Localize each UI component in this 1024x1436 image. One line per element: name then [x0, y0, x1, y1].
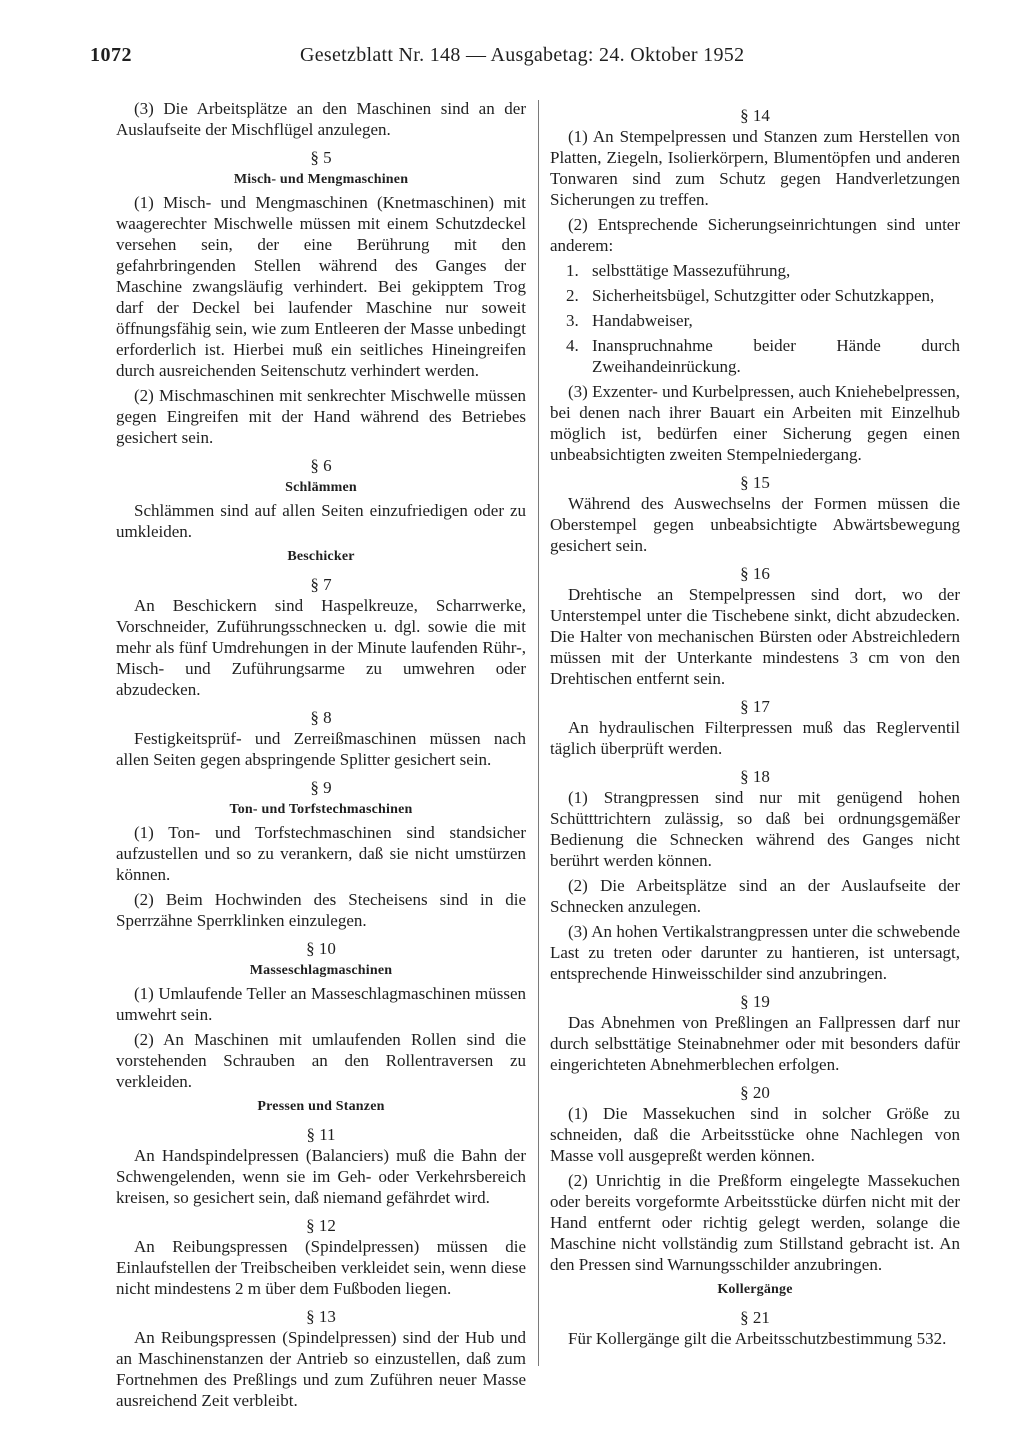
section-heading: Pressen und Stanzen: [257, 1099, 385, 1114]
paragraph: An hydraulischen Filterpressen muß das Reglerventil täglich überprüft werden.: [550, 718, 960, 758]
page-header: [0, 44, 1024, 72]
section-number: § 13: [306, 1307, 336, 1326]
section-number: § 9: [310, 778, 332, 797]
section-heading: Kollergänge: [717, 1282, 793, 1297]
paragraph: (2) Unrichtig in die Preßform eingelegte Massekuchen oder bereits vorgeformte Arbeitsstücke dürfen nicht mit der Hand entfernt oder richtig gelegt werden, solange die Maschine nicht vollständig zum Stillstand gebracht ist. An den Pressen sind Warnungsschilder anzubringen.: [550, 1171, 960, 1274]
paragraph: (2) Die Arbeitsplätze sind an der Auslaufseite der Schnecken anzulegen.: [550, 876, 960, 916]
section-number: § 11: [306, 1125, 336, 1144]
section-number: § 10: [306, 939, 336, 958]
section-number: § 17: [740, 697, 770, 716]
section-number: § 15: [740, 473, 770, 492]
paragraph: An Handspindelpressen (Balanciers) muß die Bahn der Schwengelenden, wenn sie im Geh- oder Verkehrsbereich kreisen, so gesichert sein, daß niemand gefährdet wird.: [116, 1146, 526, 1207]
list-item: [550, 260, 960, 281]
list-item: [550, 285, 960, 306]
section-heading: Ton- und Torfstechmaschinen: [229, 802, 413, 817]
paragraph: (2) Mischmaschinen mit senkrechter Mischwelle müssen gegen Eingreifen mit der Hand während des Betriebes gesichert sein.: [116, 386, 526, 447]
paragraph: (1) Die Massekuchen sind in solcher Größe zu schneiden, daß die Arbeitsstücke ohne Nachlegen von Masse voll ausgepreßt werden können.: [550, 1104, 960, 1165]
paragraph: (2) An Maschinen mit umlaufenden Rollen sind die vorstehenden Schrauben an den Rollentraversen zu verkleiden.: [116, 1030, 526, 1091]
paragraph: (1) An Stempelpressen und Stanzen zum Herstellen von Platten, Ziegeln, Isolierkörpern, Blumentöpfen und anderen Tonwaren sind zum Schutz gegen Handverletzungen Sicherungen zu treffen.: [550, 127, 960, 209]
running-title: Gesetzblatt Nr. 148 — Ausgabetag: 24. Oktober 1952: [300, 44, 745, 66]
paragraph: (3) An hohen Vertikalstrangpressen unter die schwebende Last zu treten oder darunter zu hantieren, ist untersagt, entsprechende Hinweisschilder sind anzubringen.: [550, 922, 960, 983]
paragraph: Drehtische an Stempelpressen sind dort, wo der Unterstempel unter die Tischebene sinkt, dicht abzudecken. Die Halter von mechanischen Bürsten oder Abstreichledern müssen mit der Unterkante mindestens 3 cm von den Drehtischen entfernt sein.: [550, 585, 960, 688]
right-column: [550, 98, 960, 1353]
list-item-text: Inanspruchnahme beider Hände durch Zweihandeinrückung.: [592, 336, 960, 376]
list-item-number: 4.: [566, 336, 579, 355]
section-number: § 5: [310, 148, 332, 167]
section-number: § 19: [740, 992, 770, 1011]
paragraph: (2) Beim Hochwinden des Stecheisens sind in die Sperrzähne Sperrklinken einzulegen.: [116, 890, 526, 930]
column-divider: [538, 100, 539, 1366]
section-number: § 14: [740, 106, 770, 125]
list-item: [550, 310, 960, 331]
paragraph: (2) Entsprechende Sicherungseinrichtungen sind unter anderem:: [550, 215, 960, 255]
section-number: § 6: [310, 456, 332, 475]
paragraph: An Beschickern sind Haspelkreuze, Scharrwerke, Vorschneider, Zuführungsschnecken u. dgl. sowie die mit mehr als fünf Umdrehungen in der Minute laufenden Rühr-, Misch- und Zuführungsarme zu umwehren oder abzudecken.: [116, 596, 526, 699]
list-item-text: Handabweiser,: [592, 311, 693, 330]
paragraph: (1) Misch- und Mengmaschinen (Knetmaschinen) mit waagerechter Mischwelle müssen mit einem Schutzdeckel versehen sein, der eine Berührung mit den gefahrbringenden Stellen während des Ganges der Maschine zwangsläufig verhindert. Bei gekipptem Trog darf der Deckel bei laufender Maschine nur soweit öffnungsfähig sein, wie zum Entleeren der Masse unbedingt erforderlich ist. Hierbei muß ein seitliches Hineingreifen durch ausreichenden Seitenschutz verhindert werden.: [116, 193, 526, 380]
paragraph: Festigkeitsprüf- und Zerreißmaschinen müssen nach allen Seiten gegen abspringende Splitter gesichert sein.: [116, 729, 526, 769]
paragraph: (3) Die Arbeitsplätze an den Maschinen sind an der Auslaufseite der Mischflügel anzulegen.: [116, 99, 526, 139]
list-item-number: 2.: [566, 286, 579, 305]
paragraph: Schlämmen sind auf allen Seiten einzufriedigen oder zu umkleiden.: [116, 501, 526, 541]
section-number: § 16: [740, 564, 770, 583]
section-number: § 8: [310, 708, 332, 727]
left-column: [116, 98, 526, 1415]
section-number: § 20: [740, 1083, 770, 1102]
paragraph: (1) Umlaufende Teller an Masseschlagmaschinen müssen umwehrt sein.: [116, 984, 526, 1024]
paragraph: (1) Ton- und Torfstechmaschinen sind standsicher aufzustellen und so zu verankern, daß sie nicht umstürzen können.: [116, 823, 526, 884]
paragraph: Während des Auswechselns der Formen müssen die Oberstempel gegen unbeabsichtigte Abwärtsbewegung gesichert sein.: [550, 494, 960, 555]
section-heading: Misch- und Mengmaschinen: [233, 172, 409, 187]
section-number: § 21: [740, 1308, 770, 1327]
list-item-number: 3.: [566, 311, 579, 330]
list-item-number: 1.: [566, 261, 579, 280]
section-heading: Beschicker: [287, 549, 355, 564]
paragraph: (1) Strangpressen sind nur mit genügend hohen Schütttrichtern zulässig, so daß bei ordnungsgemäßer Bedienung die Schnecken während des Ganges nicht berührt werden können.: [550, 788, 960, 870]
list-item-text: selbsttätige Massezuführung,: [592, 261, 791, 280]
section-heading: Masseschlagmaschinen: [249, 963, 393, 978]
section-heading: Schlämmen: [285, 480, 357, 495]
paragraph: Für Kollergänge gilt die Arbeitsschutzbestimmung 532.: [568, 1329, 947, 1348]
section-number: § 18: [740, 767, 770, 786]
paragraph: An Reibungspressen (Spindelpressen) müssen die Einlaufstellen der Treibscheiben verkleidet sein, wenn diese nicht mindestens 2 m über dem Fußboden liegen.: [116, 1237, 526, 1298]
paragraph: An Reibungspressen (Spindelpressen) sind der Hub und an Maschinenstanzen der Antrieb so einzustellen, daß zum Fortnehmen des Preßlings und zum Zuführen neuer Masse ausreichend Zeit verbleibt.: [116, 1328, 526, 1410]
paragraph: Das Abnehmen von Preßlingen an Fallpressen darf nur durch selbsttätige Steinabnehmer oder mit besonders dafür eingerichteten Abnehmerblechen erfolgen.: [550, 1013, 960, 1074]
enumerated-list: [550, 260, 960, 377]
list-item-text: Sicherheitsbügel, Schutzgitter oder Schutzkappen,: [592, 286, 935, 305]
section-number: § 12: [306, 1216, 336, 1235]
page-number: 1072: [90, 44, 132, 66]
list-item: [550, 335, 960, 377]
section-number: § 7: [310, 575, 332, 594]
paragraph: (3) Exzenter- und Kurbelpressen, auch Kniehebelpressen, bei denen nach ihrer Bauart ein Arbeiten mit Einzelhub möglich ist, bedürfen einer Sicherung gegen einen unbeabsichtigten zweiten Stempelniedergang.: [550, 382, 960, 464]
